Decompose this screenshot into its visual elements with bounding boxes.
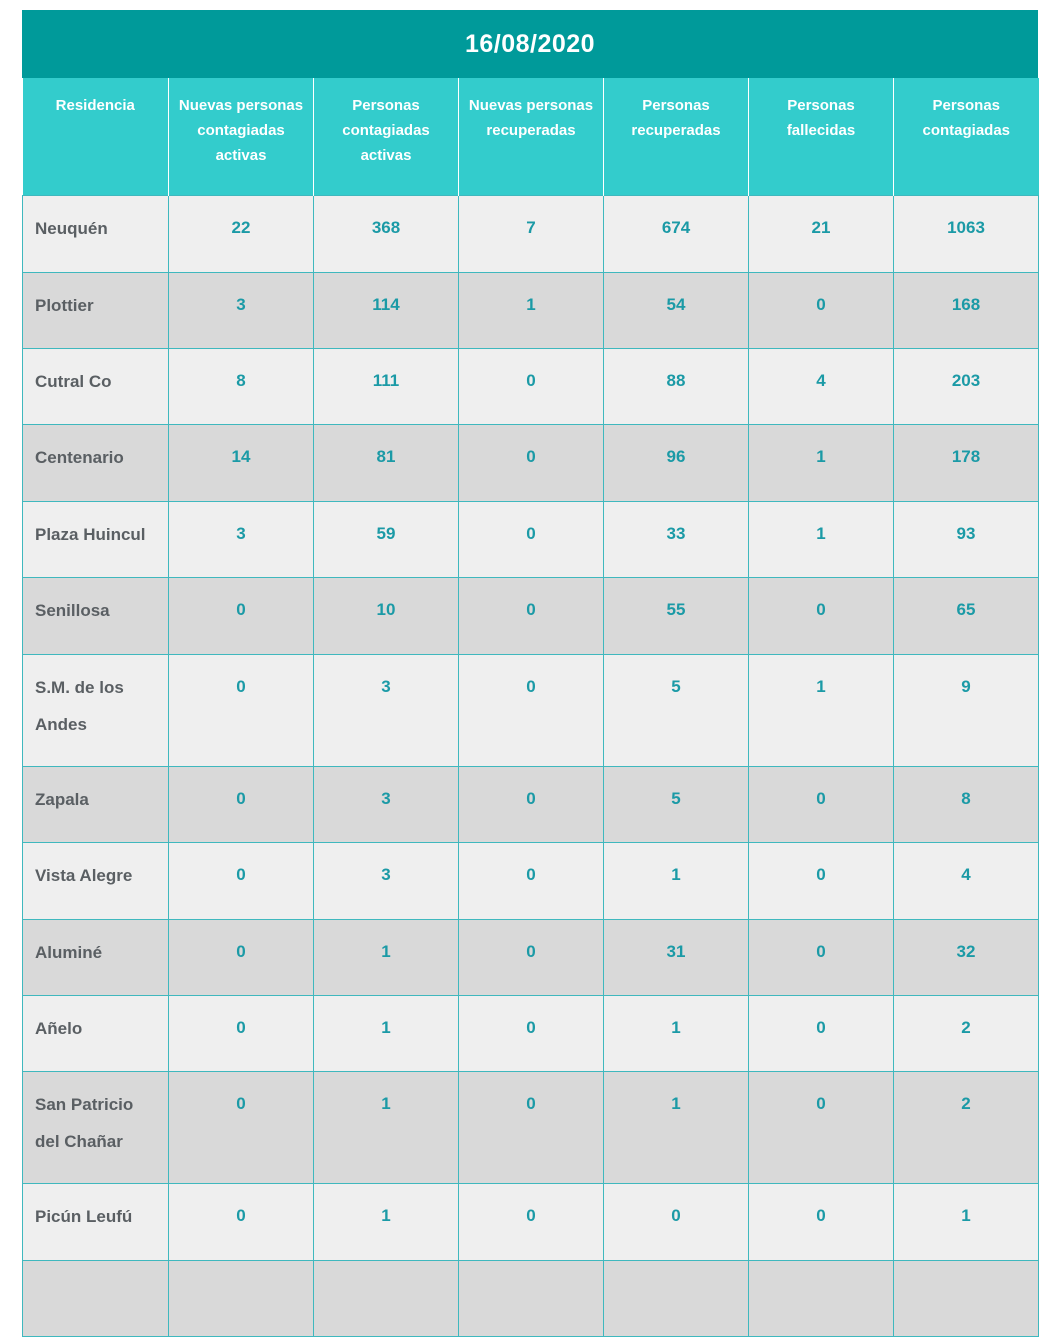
cell-value: 1 (314, 1183, 459, 1260)
cell-value: 0 (459, 348, 604, 424)
cell-value: 33 (604, 501, 749, 577)
cell-value: 31 (604, 919, 749, 995)
cell-value: 10 (314, 577, 459, 654)
header-residencia: Residencia (23, 78, 169, 195)
cell-value: 14 (169, 424, 314, 501)
cell-residencia: Vista Alegre (23, 842, 169, 919)
cell-value: 0 (749, 577, 894, 654)
cell-value (749, 1260, 894, 1336)
cell-residencia: Plaza Huincul (23, 501, 169, 577)
cell-value: 1 (604, 842, 749, 919)
cell-value: 4 (749, 348, 894, 424)
cell-value: 0 (169, 577, 314, 654)
cell-value: 65 (894, 577, 1039, 654)
header-fallecidas: Personas fallecidas (749, 78, 894, 195)
cell-value: 1 (314, 995, 459, 1071)
cell-value: 88 (604, 348, 749, 424)
cell-value: 32 (894, 919, 1039, 995)
cell-value: 0 (459, 577, 604, 654)
cell-residencia: Plottier (23, 272, 169, 348)
cell-value: 0 (169, 1071, 314, 1183)
cell-value: 0 (604, 1183, 749, 1260)
cell-residencia: S.M. de los Andes (23, 654, 169, 766)
cell-value: 0 (459, 766, 604, 842)
table-row (23, 272, 1039, 348)
cell-value: 4 (894, 842, 1039, 919)
residence-cases-table (22, 78, 1039, 1337)
cell-value (169, 1260, 314, 1336)
table-row (23, 348, 1039, 424)
cell-value: 1 (604, 995, 749, 1071)
cell-value: 0 (749, 766, 894, 842)
cell-residencia (23, 1260, 169, 1336)
cell-value: 368 (314, 195, 459, 272)
cell-value: 1 (749, 424, 894, 501)
cell-value: 1 (894, 1183, 1039, 1260)
cell-value (894, 1260, 1039, 1336)
cell-residencia: Neuquén (23, 195, 169, 272)
cell-value: 2 (894, 1071, 1039, 1183)
cell-value: 674 (604, 195, 749, 272)
cell-residencia: Senillosa (23, 577, 169, 654)
table-row (23, 1071, 1039, 1183)
header-nuevas-contagiadas-activas: Nuevas personas contagiadas activas (169, 78, 314, 195)
table-row (23, 424, 1039, 501)
table-row-partial (23, 1260, 1039, 1336)
cell-value: 2 (894, 995, 1039, 1071)
cell-value: 0 (169, 995, 314, 1071)
cell-value: 0 (459, 1071, 604, 1183)
cell-value: 0 (169, 842, 314, 919)
cell-value: 1 (604, 1071, 749, 1183)
table-row (23, 766, 1039, 842)
cell-value: 1 (314, 919, 459, 995)
cell-residencia: San Patricio del Chañar (23, 1071, 169, 1183)
cell-value: 0 (749, 272, 894, 348)
cell-value: 3 (314, 842, 459, 919)
header-nuevas-recuperadas: Nuevas personas recuperadas (459, 78, 604, 195)
cell-value: 203 (894, 348, 1039, 424)
cell-residencia: Añelo (23, 995, 169, 1071)
cell-value: 168 (894, 272, 1039, 348)
cell-residencia: Centenario (23, 424, 169, 501)
cell-value: 81 (314, 424, 459, 501)
cell-value: 21 (749, 195, 894, 272)
cell-value: 8 (169, 348, 314, 424)
cell-value: 0 (749, 1071, 894, 1183)
cell-value: 0 (169, 766, 314, 842)
header-recuperadas: Personas recuperadas (604, 78, 749, 195)
cell-value (459, 1260, 604, 1336)
cell-value: 0 (169, 919, 314, 995)
cell-value: 1 (749, 501, 894, 577)
cell-value: 0 (749, 995, 894, 1071)
cell-value: 0 (169, 654, 314, 766)
cell-value: 0 (459, 919, 604, 995)
cell-value: 1063 (894, 195, 1039, 272)
table-header-row (23, 78, 1039, 195)
table-row (23, 195, 1039, 272)
cell-residencia: Aluminé (23, 919, 169, 995)
cell-value: 3 (169, 272, 314, 348)
header-contagiadas: Personas contagiadas (894, 78, 1039, 195)
cell-value: 22 (169, 195, 314, 272)
cell-value: 8 (894, 766, 1039, 842)
table-row (23, 577, 1039, 654)
cell-value: 0 (459, 501, 604, 577)
cell-value: 0 (169, 1183, 314, 1260)
cell-value: 1 (314, 1071, 459, 1183)
table-row (23, 919, 1039, 995)
cell-value: 0 (459, 842, 604, 919)
cell-value: 111 (314, 348, 459, 424)
cell-value: 178 (894, 424, 1039, 501)
cell-value: 0 (749, 1183, 894, 1260)
cell-value: 0 (749, 919, 894, 995)
table-row (23, 1183, 1039, 1260)
cell-value: 0 (459, 995, 604, 1071)
cell-value: 0 (459, 424, 604, 501)
cell-value: 0 (459, 654, 604, 766)
cell-value: 1 (749, 654, 894, 766)
cell-value (604, 1260, 749, 1336)
cell-residencia: Picún Leufú (23, 1183, 169, 1260)
table-row (23, 842, 1039, 919)
cell-value: 3 (169, 501, 314, 577)
table-row (23, 995, 1039, 1071)
table-row (23, 501, 1039, 577)
cell-value: 1 (459, 272, 604, 348)
cell-value: 5 (604, 654, 749, 766)
header-contagiadas-activas: Personas contagiadas activas (314, 78, 459, 195)
covid-report-sheet (22, 10, 1038, 1337)
cell-residencia: Cutral Co (23, 348, 169, 424)
cell-value: 114 (314, 272, 459, 348)
cell-value: 0 (459, 1183, 604, 1260)
cell-value (314, 1260, 459, 1336)
report-date-title: 16/08/2020 (22, 10, 1038, 78)
cell-value: 93 (894, 501, 1039, 577)
cell-residencia: Zapala (23, 766, 169, 842)
cell-value: 3 (314, 654, 459, 766)
cell-value: 54 (604, 272, 749, 348)
cell-value: 0 (749, 842, 894, 919)
cell-value: 5 (604, 766, 749, 842)
cell-value: 59 (314, 501, 459, 577)
cell-value: 9 (894, 654, 1039, 766)
cell-value: 96 (604, 424, 749, 501)
cell-value: 3 (314, 766, 459, 842)
cell-value: 7 (459, 195, 604, 272)
table-row (23, 654, 1039, 766)
cell-value: 55 (604, 577, 749, 654)
